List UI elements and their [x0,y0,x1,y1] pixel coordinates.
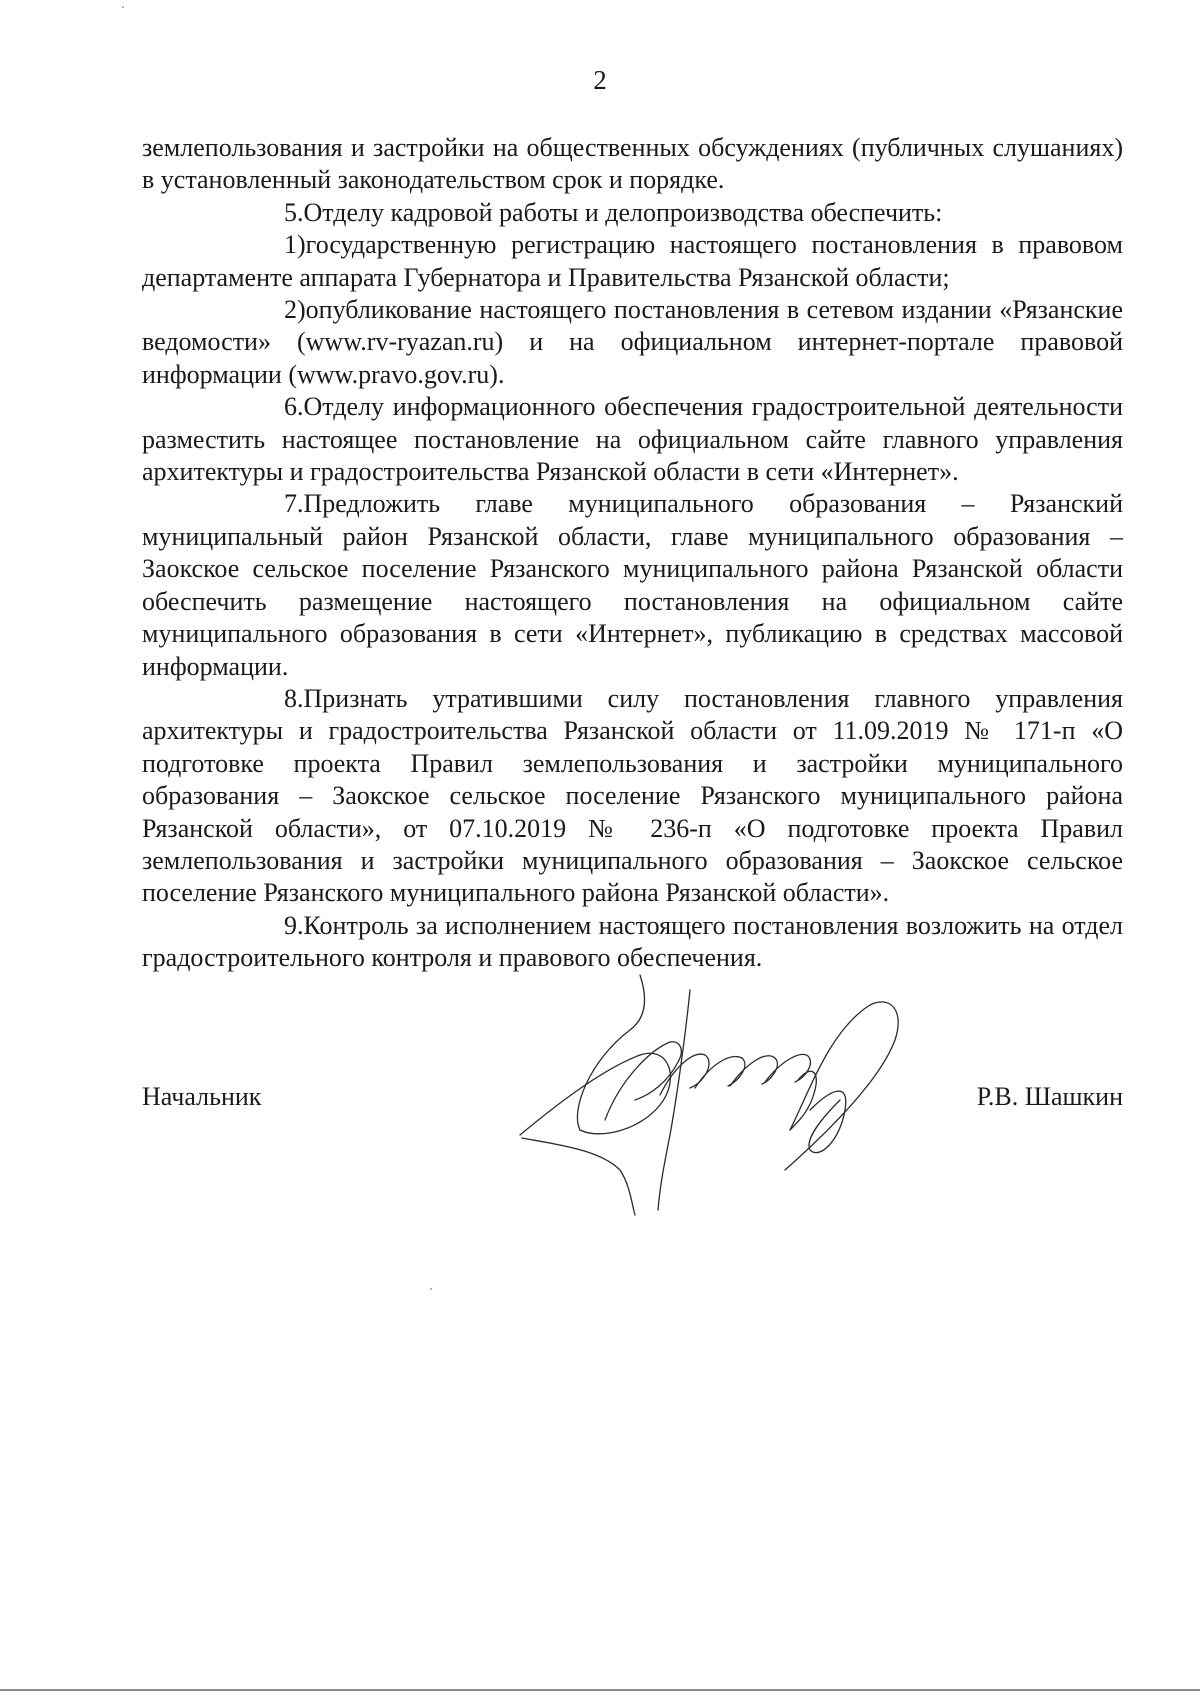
paragraph-text: Предложить главе муниципального образования – Рязанский муниципальный район Рязанской области, главе муниципального образования – Заокское сельское поселение Рязанского муниципального района Рязанской области обеспечить размещение настоящего постановления на официальном сайте муниципального образования в сети «Интернет», публикацию в средствах массовой информации. [142,489,1123,681]
paragraph-number: 1) [284,230,306,260]
paragraph-text: государственную регистрацию настоящего постановления в правовом департаменте аппарата Губернатора и Правительства Рязанской области; [142,230,1123,292]
paragraph-number: 8. [284,683,304,713]
paragraph-text: Контроль за исполнением настоящего постановления возложить на отдел градостроительного контроля и правового обеспечения. [142,910,1123,973]
paragraph-number: 2) [284,295,306,325]
paragraph-text: землепользования и застройки на общественных обсуждениях (публичных слушаниях) в установленный законодательством срок и порядке. [142,133,1123,195]
paragraph-item-5 [142,197,1123,229]
paragraph-continuation [142,132,1123,197]
paragraph-subitem-1 [142,229,1123,294]
paragraph-number: 7. [284,489,304,519]
handwritten-signature [510,970,950,1220]
page-number: 2 [593,65,607,95]
paragraph-text: Признать утратившими силу постановления главного управления архитектуры и градостроительства Рязанской области от 11.09.2019 № 171-п «О подготовке проекта Правил землепользования и застройки муниципального образования – Заокское сельское поселение Рязанского муниципального района Рязанской области», от 07.10.2019 № 236-п «О подготовке проекта Правил землепользования и застройки муниципального образования – Заокское сельское поселение Рязанского муниципального района Рязанской области». [142,683,1123,908]
scan-edge-line [0,1689,1200,1691]
paragraph-number: 5. [284,197,304,227]
document-body [142,132,1123,975]
paragraph-item-6 [142,391,1123,488]
scan-speck [122,6,124,8]
paragraph-number: 6. [284,392,304,422]
paragraph-text: опубликование настоящего постановления в сетевом издании «Рязанские ведомости» (www.rv-ryazan.ru) и на официальном интернет-портале правовой информации (www.pravo.gov.ru). [142,295,1123,389]
paragraph-text: Отделу информационного обеспечения градостроительной деятельности разместить настоящее постановление на официальном сайте главного управления архитектуры и градостроительства Рязанской области в сети «Интернет». [142,392,1123,487]
paragraph-item-9 [142,910,1123,975]
paragraph-item-7 [142,488,1123,682]
scan-speck [430,1288,432,1290]
paragraph-text: Отделу кадровой работы и делопроизводства обеспечить: [303,197,943,227]
signer-position: Начальник [142,1082,262,1111]
paragraph-number: 9. [284,910,304,940]
signer-name: Р.В. Шашкин [976,1082,1123,1111]
paragraph-item-8 [142,683,1123,910]
paragraph-subitem-2 [142,294,1123,391]
